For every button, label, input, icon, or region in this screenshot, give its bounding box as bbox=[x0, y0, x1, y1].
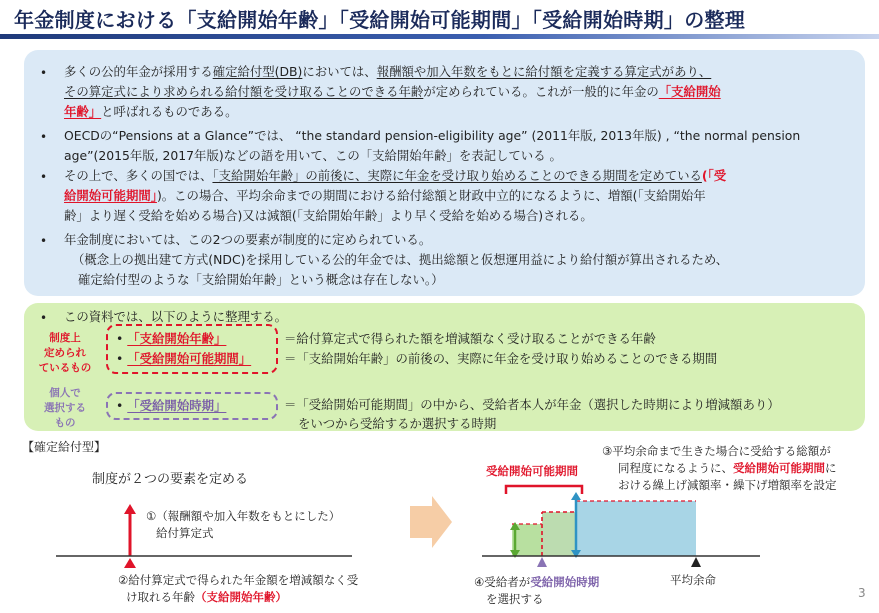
definition-3a: ＝「受給開始可能期間」の中から、受給者本人が年金（選択した時期により増減額あり） bbox=[284, 397, 780, 412]
term-1-row bbox=[116, 329, 226, 349]
bullet-1-text bbox=[64, 62, 854, 122]
note-4-line-2: を選択する bbox=[486, 592, 544, 606]
claim-period-bracket bbox=[506, 486, 582, 494]
b3-pre: その上で、多くの国では、 bbox=[64, 168, 213, 183]
label-purple-line-1: 個人で bbox=[49, 387, 81, 399]
note-4-purple: 受給開始時期 bbox=[530, 575, 600, 589]
b4-line-1: 年金制度においては、この2つの要素が制度的に定められている。 bbox=[64, 232, 432, 247]
b3-red-term-2: 給開始可能期間」 bbox=[64, 188, 157, 203]
term-3-row bbox=[116, 396, 226, 416]
b4-line-3: 確定給付型のような「支給開始年齢」という概念は存在しない。） bbox=[78, 272, 444, 287]
term-2-row bbox=[116, 349, 251, 369]
claim-period-label: 受給開始可能期間 bbox=[486, 464, 578, 478]
bullet-4-marker: • bbox=[40, 234, 48, 248]
note-3a: ③平均余命まで生きた場合に受給する総額が bbox=[602, 444, 831, 458]
title-underline bbox=[0, 34, 879, 39]
note-1a: ①（報酬額や加入年数をもとにした） bbox=[146, 509, 341, 523]
section-label: 【確定給付型】 bbox=[22, 440, 107, 454]
b2-line-1: OECDの“Pensions at a Glance”では、 “the standard pension-eligibility age” (2011年版, 2013年版) , “the normal pension bbox=[64, 128, 801, 143]
life-expectancy-marker bbox=[691, 557, 701, 567]
note-3b bbox=[618, 460, 837, 477]
b3-post: )。この場合、平均余命までの期間における給付総額と財政中立的になるように、増額(「支給開始年 bbox=[156, 188, 706, 203]
b1-end: と呼ばれるものである。 bbox=[101, 104, 238, 119]
bullet-2-text bbox=[64, 126, 864, 166]
definition-2: ＝「支給開始年齢」の前後の、実際に年金を受け取り始めることのできる期間 bbox=[284, 351, 718, 366]
b1-db-term: 確定給付型(DB) bbox=[212, 64, 303, 79]
bullet-3-marker: • bbox=[40, 170, 48, 184]
b1-red-term-1: 「支給開始 bbox=[658, 84, 721, 99]
b1-age-text: その算定式により求められる給付額を受け取ることのできる年齢 bbox=[64, 84, 424, 99]
b1-post: が定められている。これが一般的に年金の bbox=[423, 84, 659, 99]
page-number: 3 bbox=[858, 586, 866, 600]
note-3c: おける繰上げ減額率・繰下げ増額率を設定 bbox=[618, 478, 837, 492]
label-individual bbox=[28, 386, 102, 431]
b3-red-term-1: (「受 bbox=[701, 168, 727, 183]
b1-red-term-2: 年齢」 bbox=[64, 104, 102, 119]
bullet-1-marker: • bbox=[40, 66, 48, 80]
b1-mid: においては、 bbox=[302, 64, 377, 79]
deferred-claim-block bbox=[576, 501, 696, 556]
life-expectancy-label: 平均余命 bbox=[670, 573, 716, 587]
bullet-4-text bbox=[64, 230, 864, 290]
claim-timing-marker bbox=[537, 557, 547, 567]
bullet-3-text bbox=[64, 166, 864, 226]
label-purple-line-3: もの bbox=[54, 417, 76, 429]
definition-1: ＝給付算定式で得られた額を増減額なく受け取ることができる年齢 bbox=[284, 331, 656, 346]
b4-line-2: （概念上の拠出建て方式(NDC)を採用している公的年金では、拠出総額と仮想運用益により給付額が算出されるため、 bbox=[72, 252, 729, 267]
left-age-marker bbox=[124, 558, 136, 568]
note-2c: （支給開始年齢） bbox=[195, 590, 287, 604]
note-1b: 給付算定式 bbox=[156, 526, 214, 540]
note-4 bbox=[474, 574, 599, 591]
diagram-subtitle: 制度が２つの要素を定める bbox=[92, 472, 249, 487]
note-3b-red: 受給開始可能期間 bbox=[733, 461, 825, 475]
note-4-pre: ④受給者が bbox=[474, 575, 531, 589]
note-2b: け取れる年齢 bbox=[126, 590, 195, 604]
standard-claim-block bbox=[542, 512, 576, 556]
term-claim-timing: 「受給開始時期」 bbox=[127, 398, 227, 413]
label-purple-line-2: 選択する bbox=[44, 402, 86, 414]
label-red-line-3: ているもの bbox=[38, 362, 92, 374]
note-3b-post: に bbox=[825, 461, 837, 475]
term-2-bullet: • bbox=[116, 351, 124, 366]
definition-3b: をいつから受給するか選択する時期 bbox=[298, 416, 497, 431]
page-title: 年金制度における「支給開始年齢」「受給開始可能期間」「受給開始時期」の整理 bbox=[14, 8, 746, 32]
left-red-arrow bbox=[124, 504, 136, 556]
term-1-bullet: • bbox=[116, 331, 124, 346]
transition-arrow bbox=[410, 496, 452, 548]
b1-formula-text: 報酬額や加入年数をもとに給付額を定義する算定式があり、 bbox=[376, 64, 712, 79]
b3-period-text: 「支給開始年齢」の前後に、実際に年金を受け取り始めることのできる期間を定めている bbox=[212, 168, 702, 183]
b2-line-2: age”(2015年版, 2017年版)などの語を用いて、この「支給開始年齢」を表記している 。 bbox=[64, 148, 562, 163]
note-2a: ②給付算定式で得られた年金額を増減額なく受 bbox=[118, 573, 359, 587]
label-red-line-1: 制度上 bbox=[49, 332, 81, 344]
label-red-line-2: 定められ bbox=[44, 347, 86, 359]
bullet-2-marker: • bbox=[40, 130, 48, 144]
label-institutional bbox=[28, 331, 102, 376]
term-pension-age: 「支給開始年齢」 bbox=[127, 331, 227, 346]
b3-line-3: 齢」より遅く受給を始める場合)又は減額(「支給開始年齢」より早く受給を始める場合)される。 bbox=[64, 208, 593, 223]
b1-pre: 多くの公的年金が採用する bbox=[64, 64, 213, 79]
term-3-bullet: • bbox=[116, 398, 124, 413]
note-3b-pre: 同程度になるように、 bbox=[618, 461, 733, 475]
note-2 bbox=[126, 589, 287, 606]
term-claim-period: 「受給開始可能期間」 bbox=[127, 351, 252, 366]
green-bullet-marker: • bbox=[40, 311, 48, 325]
green-intro: この資料では、以下のように整理する。 bbox=[64, 309, 288, 324]
